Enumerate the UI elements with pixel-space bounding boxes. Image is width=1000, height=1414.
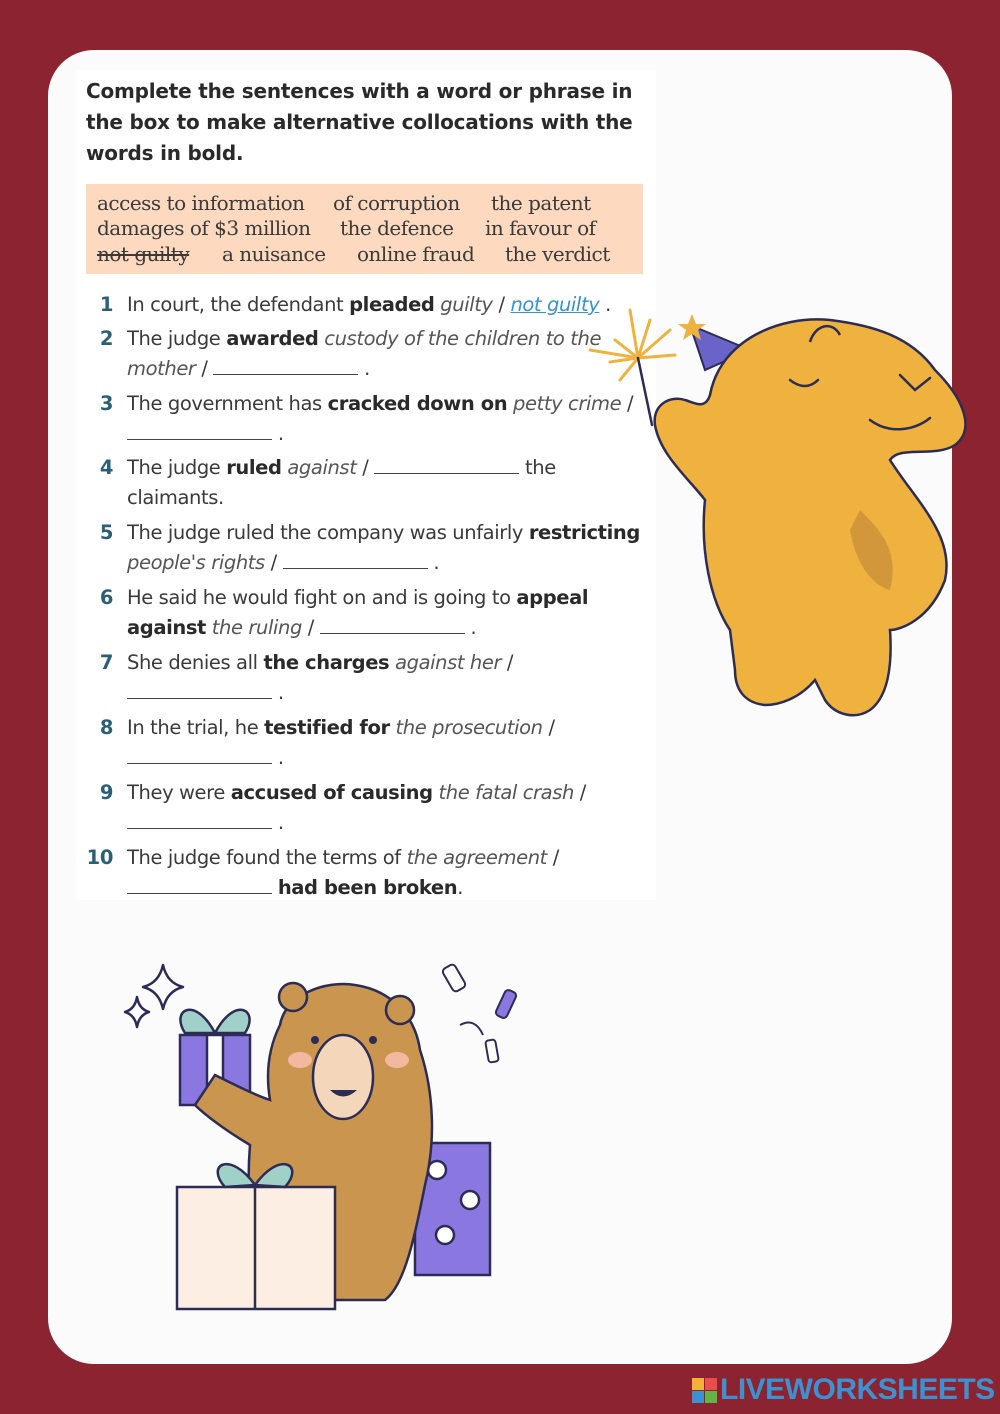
word-box-item: the defence [340,216,454,240]
item-text: In court, the defendant [127,293,350,316]
item-italic-text: people's rights [127,551,265,574]
item-bold-text: the charges [263,651,390,674]
item-end: . [457,876,464,899]
item-slash: / [501,651,514,674]
word-box-item: in favour of [485,216,596,240]
item-bold-text: against [127,616,206,639]
item-end: . [364,357,370,380]
word-box-item: a nuisance [222,242,326,266]
liveworksheets-logo [692,1373,995,1407]
capybara-party-illustration [570,300,980,740]
item-number: 2 [99,327,113,350]
answer-blank[interactable] [320,614,465,634]
item-bold-text: awarded [226,327,319,350]
word-box-item: damages of $3 million [97,216,311,240]
item-slash: / [356,456,375,479]
item-number: 1 [99,293,113,316]
item-end: . [277,746,284,769]
item-number: 10 [86,846,113,869]
item-end: . [470,616,477,639]
item-italic-text: the fatal crash [432,781,574,804]
capybara-gifts-illustration [115,955,525,1315]
item-slash: / [546,846,559,869]
answer-blank[interactable] [127,809,272,829]
item-italic-text: custody of the children to the [318,327,602,350]
answer-blank[interactable] [127,679,272,699]
item-number: 4 [99,456,113,479]
item-italic-text: mother [127,357,196,380]
item-text: the [519,456,556,479]
word-box-item: online fraud [357,242,475,266]
item-text: He said he would fight on and is going to [127,586,517,609]
item-slash: / [492,293,511,316]
liveworksheets-logo-icon [692,1378,717,1403]
item-bold-text: ruled [226,456,282,479]
item-slash: / [542,716,555,739]
item-bold-text: pleaded [349,293,435,316]
word-box-item: of corruption [333,191,460,215]
item-slash: / [264,551,283,574]
item-end: . [277,422,284,445]
item-bold-text: accused of causing [230,781,433,804]
item-text: claimants. [127,486,224,509]
item-number: 8 [99,716,113,739]
word-box-item: the verdict [505,242,610,266]
answer-blank[interactable] [374,454,519,474]
item-bold-text: testified for [264,716,390,739]
item-slash: / [195,357,214,380]
item-bold-text: had been broken [277,876,458,899]
logo-text: LIVEWORKSHEETS [720,1373,995,1406]
item-bold-text: cracked down on [327,392,508,415]
word-box-item-used: not guilty [97,242,190,266]
item-number: 6 [99,586,113,609]
item-end: . [277,811,284,834]
item-text: The judge found the terms of [127,846,407,869]
item-italic-text: against her [389,651,502,674]
item-italic-text: the prosecution [389,716,543,739]
item-italic-text: the agreement [406,846,547,869]
item-end: . [277,681,284,704]
item-text: She denies all [127,651,264,674]
item-italic-text: against [281,456,357,479]
word-box-item: the patent [491,191,591,215]
answer-blank[interactable] [127,420,272,440]
item-text: They were [127,781,231,804]
item-number: 3 [99,392,113,415]
item-slash: / [621,392,634,415]
example-answer: not guilty [510,293,600,316]
answer-blank[interactable] [127,744,272,764]
answer-blank[interactable] [127,874,272,894]
answer-blank[interactable] [283,549,428,569]
item-end: . [605,293,611,316]
word-box-item: access to information [97,191,305,215]
item-slash: / [573,781,586,804]
item-text: The government has [127,392,328,415]
item-number: 5 [99,521,113,544]
item-italic-text: the ruling [205,616,302,639]
answer-blank[interactable] [213,355,358,375]
item-end: . [433,551,440,574]
item-text: The judge [127,327,227,350]
item-number: 9 [99,781,113,804]
item-italic-text: guilty [434,293,493,316]
item-text: The judge [127,456,227,479]
item-text: In the trial, he [127,716,265,739]
item-bold-text: restricting [528,521,640,544]
item-number: 7 [99,651,113,674]
item-bold-text: appeal [516,586,589,609]
sparkle-icon [125,965,183,1027]
instructions: Complete the sentences with a word or phrase in the box to make alternative collocations with the words in bold. [86,79,633,165]
item-italic-text: petty crime [507,392,622,415]
confetti-icon [441,963,517,1062]
item-text: The judge ruled the company was unfairly [127,521,529,544]
item-slash: / [301,616,320,639]
